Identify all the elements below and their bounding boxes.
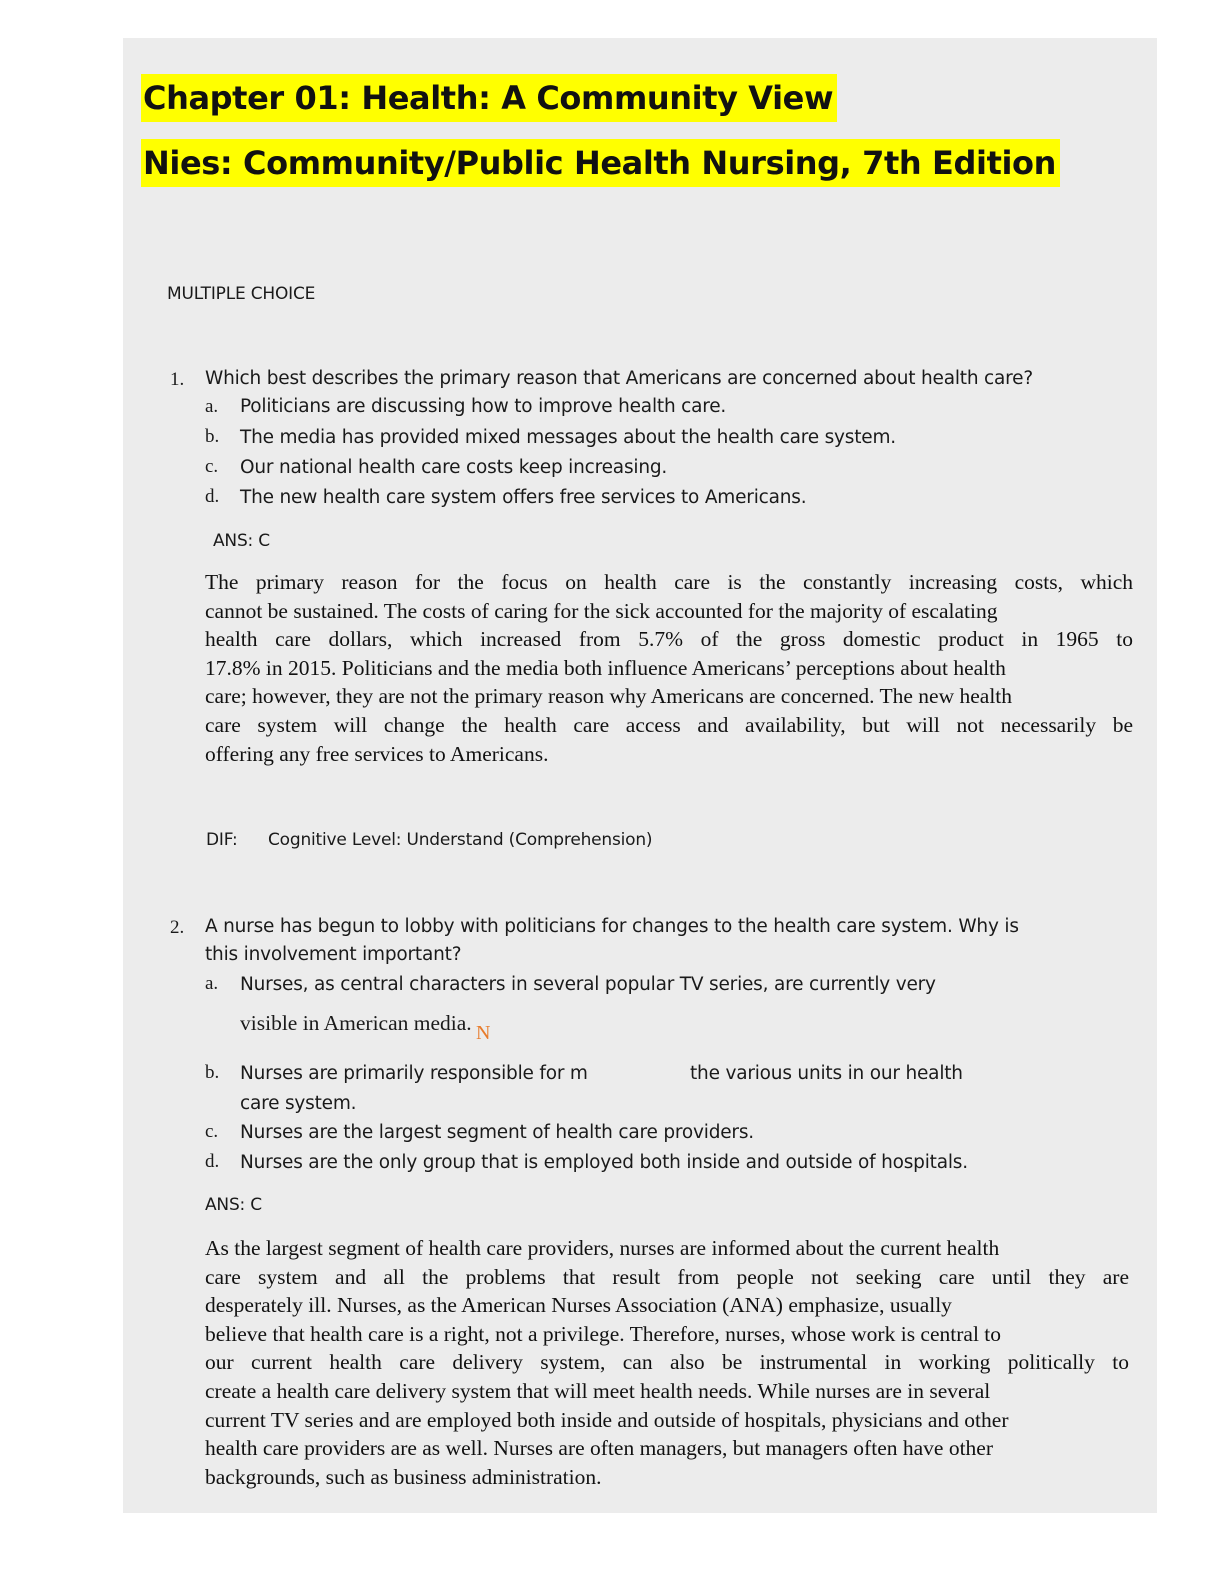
option-letter: b. xyxy=(205,1062,220,1083)
rationale-paragraph xyxy=(205,1234,1129,1491)
rationale-line: care; however, they are not the primary reason why Americans are concerned. The new health xyxy=(205,684,1013,709)
option-letter: c. xyxy=(205,1121,219,1142)
option-text: Nurses are the only group that is employed both inside and outside of hospitals. xyxy=(240,1152,968,1173)
rationale-line: care system and all the problems that result from people not seeking care until they are xyxy=(205,1264,1129,1289)
rationale-line: As the largest segment of health care providers, nurses are informed about the current health xyxy=(205,1236,1000,1260)
rationale-line: health care providers are as well. Nurses are often managers, but managers often have other xyxy=(205,1436,993,1461)
option-text: the various units in our health xyxy=(690,1063,963,1084)
question-number: 2. xyxy=(170,917,185,938)
rationale-line: health care dollars, which increased from 5.7% of the gross domestic product in 1965 to xyxy=(205,627,1133,652)
rationale-line: 17.8% in 2015. Politicians and the media both influence Americans’ perceptions about health xyxy=(205,655,1006,680)
rationale-line: The primary reason for the focus on health care is the constantly increasing costs, which xyxy=(205,570,1133,594)
dif-label: DIF: xyxy=(206,830,238,850)
rationale-paragraph xyxy=(205,568,1133,768)
rationale-line: care system will change the health care access and availability, but will not necessarily be xyxy=(205,712,1133,737)
option-text: Our national health care costs keep increasing. xyxy=(240,457,668,478)
rationale-line: backgrounds, such as business administration. xyxy=(205,1464,602,1489)
chapter-title: Chapter 01: Health: A Community View xyxy=(141,74,837,122)
option-text: Politicians are discussing how to improve health care. xyxy=(240,396,727,417)
watermark-mark: N xyxy=(476,1022,491,1044)
option-text: Nurses are primarily responsible for m xyxy=(240,1063,588,1084)
option-text: Nurses are the largest segment of health care providers. xyxy=(240,1122,754,1143)
rationale-line: desperately ill. Nurses, as the American Nurses Association (ANA) emphasize, usually xyxy=(205,1293,952,1318)
option-text: visible in American media. xyxy=(240,1011,472,1035)
question-stem: A nurse has begun to lobby with politicians for changes to the health care system. Why is xyxy=(205,916,1019,937)
rationale-line: offering any free services to Americans. xyxy=(205,741,549,766)
answer-label: ANS: C xyxy=(205,1195,262,1215)
option-letter: c. xyxy=(205,456,219,477)
book-title: Nies: Community/Public Health Nursing, 7th Edition xyxy=(141,139,1060,187)
option-text: Nurses, as central characters in several popular TV series, are currently very xyxy=(240,974,936,995)
section-heading: MULTIPLE CHOICE xyxy=(167,284,316,304)
dif-value: Cognitive Level: Understand (Comprehension) xyxy=(268,830,653,850)
option-text: The media has provided mixed messages about the health care system. xyxy=(240,427,896,448)
rationale-line: believe that health care is a right, not a privilege. Therefore, nurses, whose work is central to xyxy=(205,1321,1002,1346)
rationale-line: cannot be sustained. The costs of caring for the sick accounted for the majority of escalating xyxy=(205,598,998,623)
answer-label: ANS: C xyxy=(213,531,270,551)
option-text: care system. xyxy=(240,1093,357,1114)
rationale-line: current TV series and are employed both inside and outside of hospitals, physicians and other xyxy=(205,1407,1009,1432)
question-stem: this involvement important? xyxy=(205,944,462,965)
option-text: The new health care system offers free services to Americans. xyxy=(240,487,807,508)
option-letter: d. xyxy=(205,1151,220,1172)
option-letter: d. xyxy=(205,486,220,507)
question-stem: Which best describes the primary reason that Americans are concerned about health care? xyxy=(205,368,1033,389)
rationale-line: create a health care delivery system that will meet health needs. While nurses are in several xyxy=(205,1378,991,1403)
option-letter: a. xyxy=(205,973,219,994)
rationale-line: our current health care delivery system, can also be instrumental in working politically to xyxy=(205,1350,1129,1375)
option-letter: b. xyxy=(205,426,220,447)
question-number: 1. xyxy=(170,369,185,390)
option-letter: a. xyxy=(205,396,219,417)
